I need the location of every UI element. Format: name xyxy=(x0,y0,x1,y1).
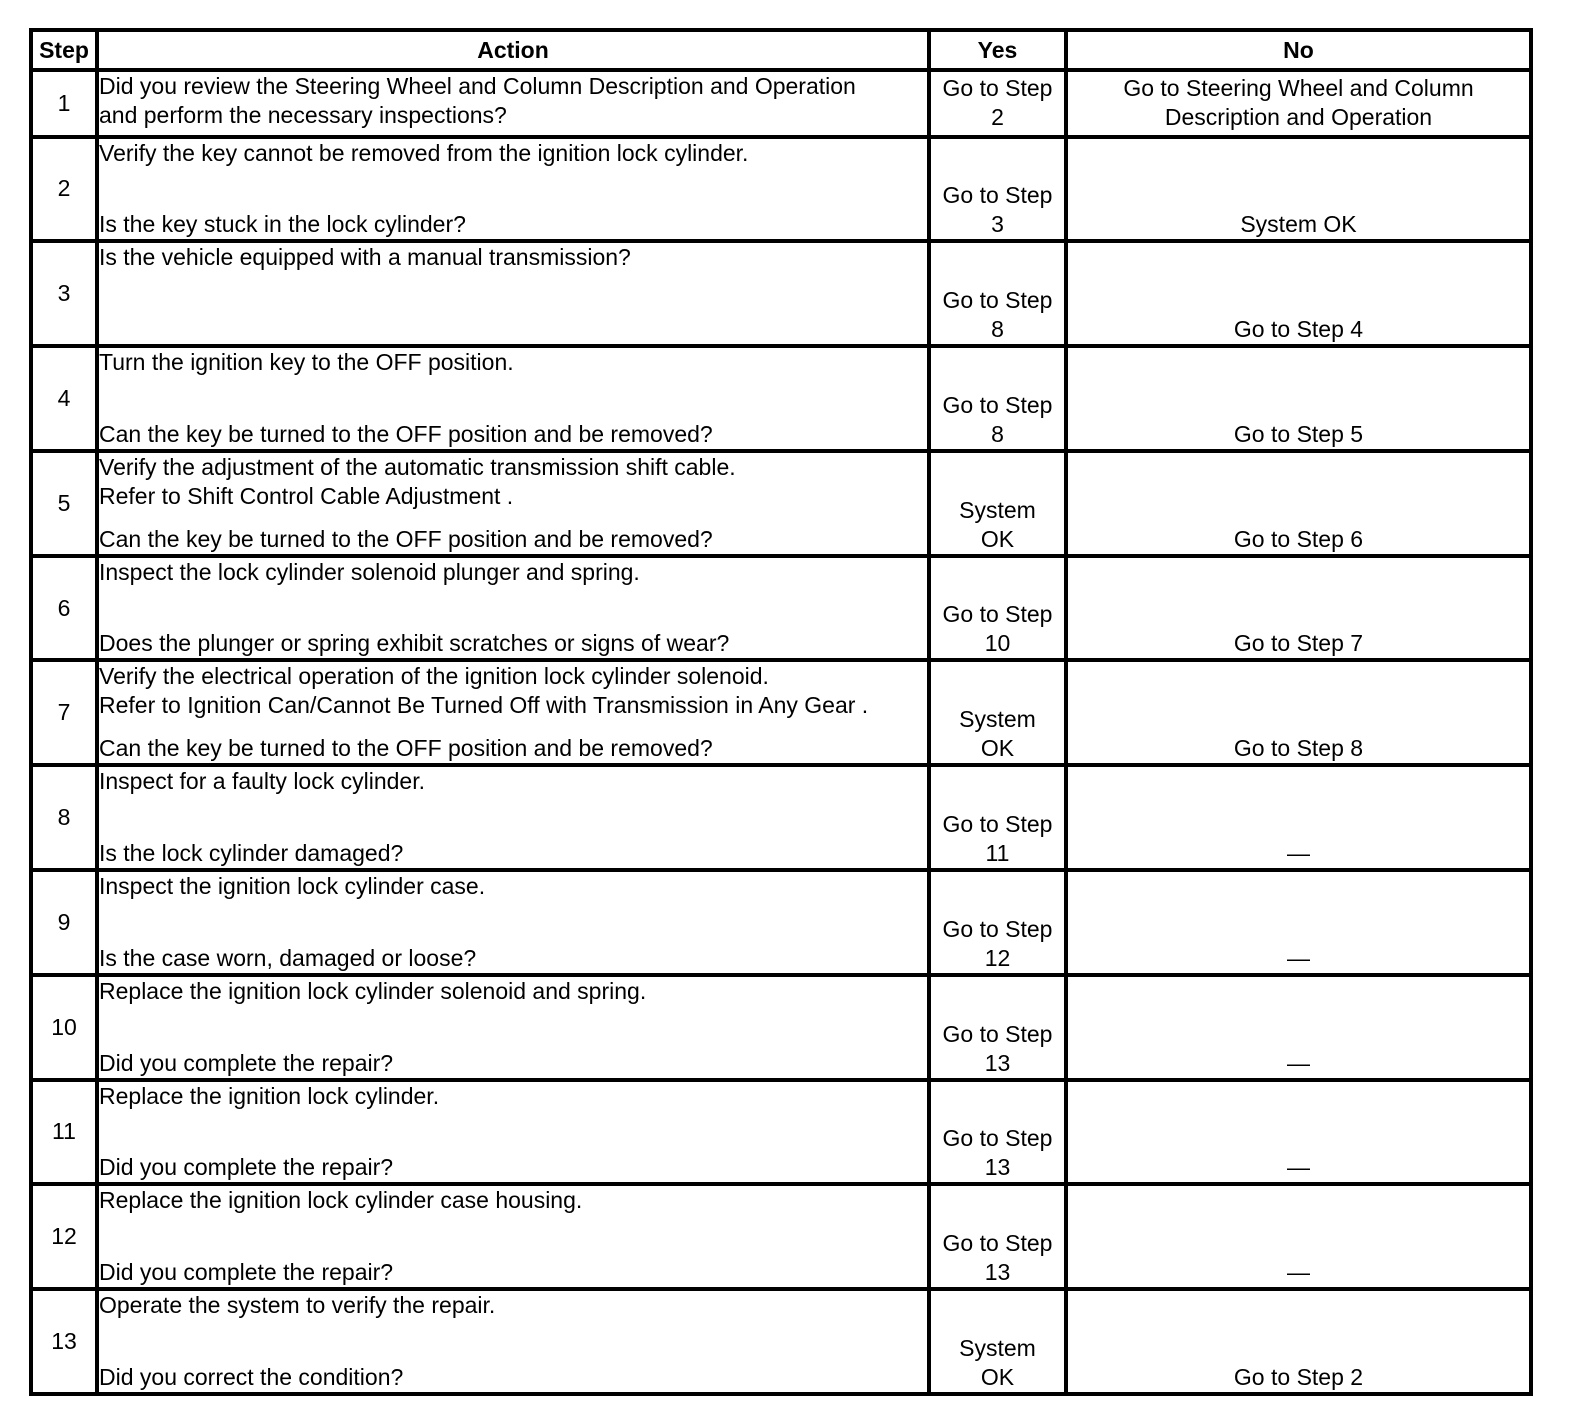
no-line: Go to Step 6 xyxy=(1233,525,1364,552)
action-line: Did you complete the repair? xyxy=(99,1154,394,1181)
no-line: Description and Operation xyxy=(1164,104,1433,131)
action-line: Is the vehicle equipped with a manual transmission? xyxy=(99,244,631,271)
no-line: — xyxy=(1287,1049,1310,1076)
no-cell xyxy=(1066,241,1531,346)
table-row xyxy=(31,556,1531,661)
step-number: 10 xyxy=(31,975,97,1080)
yes-line: Go to Step xyxy=(942,810,1053,837)
yes-line: 10 xyxy=(984,630,1011,657)
action-line: Verify the electrical operation of the ignition lock cylinder solenoid. xyxy=(99,663,769,690)
yes-line: System xyxy=(959,496,1036,523)
table-row xyxy=(31,241,1531,346)
table-row xyxy=(31,70,1531,137)
diagnostic-table xyxy=(29,28,1533,1396)
yes-cell xyxy=(929,660,1066,765)
step-number: 3 xyxy=(31,241,97,346)
yes-cell xyxy=(929,346,1066,451)
yes-cell xyxy=(929,1080,1066,1185)
no-cell xyxy=(1066,1289,1531,1394)
no-line: Go to Step 2 xyxy=(1233,1364,1364,1390)
yes-line: Go to Step xyxy=(942,1230,1053,1257)
action-cell xyxy=(97,1184,929,1289)
yes-cell xyxy=(929,137,1066,242)
action-line: Verify the adjustment of the automatic transmission shift cable. xyxy=(99,453,736,480)
action-line: Can the key be turned to the OFF position and be removed? xyxy=(99,735,713,762)
table-row xyxy=(31,451,1531,556)
no-line: Go to Step 8 xyxy=(1233,735,1364,762)
header-row xyxy=(31,30,1531,70)
step-number: 7 xyxy=(31,660,97,765)
action-line: Operate the system to verify the repair. xyxy=(99,1292,496,1319)
yes-cell xyxy=(929,241,1066,346)
action-line: Replace the ignition lock cylinder. xyxy=(99,1082,440,1109)
yes-cell xyxy=(929,1184,1066,1289)
no-cell xyxy=(1066,765,1531,870)
header-no: No xyxy=(1066,30,1531,70)
action-line: Turn the ignition key to the OFF position. xyxy=(99,349,514,376)
action-line: Did you correct the condition? xyxy=(99,1364,404,1390)
yes-cell xyxy=(929,765,1066,870)
action-line: Replace the ignition lock cylinder solenoid and spring. xyxy=(99,977,647,1004)
no-line: Go to Step 4 xyxy=(1233,316,1364,343)
step-number: 12 xyxy=(31,1184,97,1289)
action-cell xyxy=(97,556,929,661)
no-line: — xyxy=(1287,1154,1310,1181)
table-row xyxy=(31,346,1531,451)
table-row xyxy=(31,765,1531,870)
table-row xyxy=(31,870,1531,975)
action-line: and perform the necessary inspections? xyxy=(99,102,507,128)
action-line: Inspect for a faulty lock cylinder. xyxy=(99,768,425,795)
yes-line: 2 xyxy=(991,104,1004,131)
no-cell xyxy=(1066,870,1531,975)
yes-line: Go to Step xyxy=(942,287,1053,314)
yes-line: System xyxy=(959,1335,1036,1361)
table-row xyxy=(31,660,1531,765)
yes-cell xyxy=(929,975,1066,1080)
yes-line: System xyxy=(959,706,1036,733)
action-line: Verify the key cannot be removed from the ignition lock cylinder. xyxy=(99,139,749,166)
no-line: — xyxy=(1287,944,1310,971)
action-cell xyxy=(97,1289,929,1394)
no-line: Go to Steering Wheel and Column xyxy=(1123,75,1474,102)
yes-line: 13 xyxy=(984,1259,1011,1286)
action-line: Refer to Shift Control Cable Adjustment . xyxy=(99,482,514,509)
action-cell xyxy=(97,660,929,765)
yes-line: 8 xyxy=(991,316,1004,343)
yes-line: 13 xyxy=(984,1154,1011,1181)
yes-cell xyxy=(929,870,1066,975)
yes-line: OK xyxy=(980,1364,1015,1390)
action-cell xyxy=(97,137,929,242)
yes-line: 12 xyxy=(984,944,1011,971)
yes-line: Go to Step xyxy=(942,601,1053,628)
action-line: Is the lock cylinder damaged? xyxy=(99,839,404,866)
action-line: Inspect the ignition lock cylinder case. xyxy=(99,872,486,899)
action-cell xyxy=(97,975,929,1080)
yes-line: Go to Step xyxy=(942,75,1053,102)
no-cell xyxy=(1066,137,1531,242)
table-row xyxy=(31,1184,1531,1289)
action-line: Can the key be turned to the OFF position and be removed? xyxy=(99,525,713,552)
table-row xyxy=(31,1289,1531,1394)
header-step: Step xyxy=(31,30,97,70)
yes-line: Go to Step xyxy=(942,1020,1053,1047)
step-number: 4 xyxy=(31,346,97,451)
step-number: 11 xyxy=(31,1080,97,1185)
step-number: 6 xyxy=(31,556,97,661)
step-number: 5 xyxy=(31,451,97,556)
action-line: Replace the ignition lock cylinder case housing. xyxy=(99,1187,583,1214)
no-cell xyxy=(1066,1184,1531,1289)
no-cell xyxy=(1066,975,1531,1080)
action-cell xyxy=(97,241,929,346)
no-line: — xyxy=(1287,839,1310,866)
yes-line: Go to Step xyxy=(942,182,1053,209)
yes-line: Go to Step xyxy=(942,391,1053,418)
no-line: System OK xyxy=(1240,211,1357,238)
action-line: Can the key be turned to the OFF position and be removed? xyxy=(99,420,713,447)
action-line: Refer to Ignition Can/Cannot Be Turned Off with Transmission in Any Gear . xyxy=(99,692,869,719)
yes-line: 8 xyxy=(991,420,1004,447)
action-line: Did you review the Steering Wheel and Column Description and Operation xyxy=(99,73,856,99)
action-line: Is the key stuck in the lock cylinder? xyxy=(99,211,466,238)
no-line: — xyxy=(1287,1259,1310,1286)
yes-line: 3 xyxy=(991,211,1004,238)
step-number: 1 xyxy=(31,70,97,137)
table-row xyxy=(31,975,1531,1080)
step-number: 8 xyxy=(31,765,97,870)
action-cell xyxy=(97,70,929,137)
yes-cell xyxy=(929,70,1066,137)
yes-cell xyxy=(929,556,1066,661)
yes-line: OK xyxy=(980,735,1015,762)
action-line: Did you complete the repair? xyxy=(99,1259,394,1286)
step-number: 9 xyxy=(31,870,97,975)
action-line: Is the case worn, damaged or loose? xyxy=(99,944,477,971)
no-cell xyxy=(1066,556,1531,661)
action-cell xyxy=(97,765,929,870)
no-cell xyxy=(1066,660,1531,765)
action-line: Inspect the lock cylinder solenoid plunger and spring. xyxy=(99,558,640,585)
no-line: Go to Step 5 xyxy=(1233,420,1364,447)
header-action: Action xyxy=(97,30,929,70)
action-cell xyxy=(97,451,929,556)
no-cell xyxy=(1066,346,1531,451)
yes-line: OK xyxy=(980,525,1015,552)
yes-line: Go to Step xyxy=(942,915,1053,942)
action-line: Does the plunger or spring exhibit scratches or signs of wear? xyxy=(99,630,730,657)
step-number: 2 xyxy=(31,137,97,242)
table-row xyxy=(31,1080,1531,1185)
header-yes: Yes xyxy=(929,30,1066,70)
action-cell xyxy=(97,870,929,975)
yes-line: 11 xyxy=(985,839,1010,866)
no-cell xyxy=(1066,451,1531,556)
action-cell xyxy=(97,346,929,451)
yes-line: Go to Step xyxy=(942,1125,1053,1152)
no-cell xyxy=(1066,70,1531,137)
step-number: 13 xyxy=(31,1289,97,1394)
yes-cell xyxy=(929,451,1066,556)
yes-cell xyxy=(929,1289,1066,1394)
table-body xyxy=(31,70,1531,1394)
no-line: Go to Step 7 xyxy=(1233,630,1364,657)
yes-line: 13 xyxy=(984,1049,1011,1076)
no-cell xyxy=(1066,1080,1531,1185)
action-line: Did you complete the repair? xyxy=(99,1049,394,1076)
action-cell xyxy=(97,1080,929,1185)
table-row xyxy=(31,137,1531,242)
